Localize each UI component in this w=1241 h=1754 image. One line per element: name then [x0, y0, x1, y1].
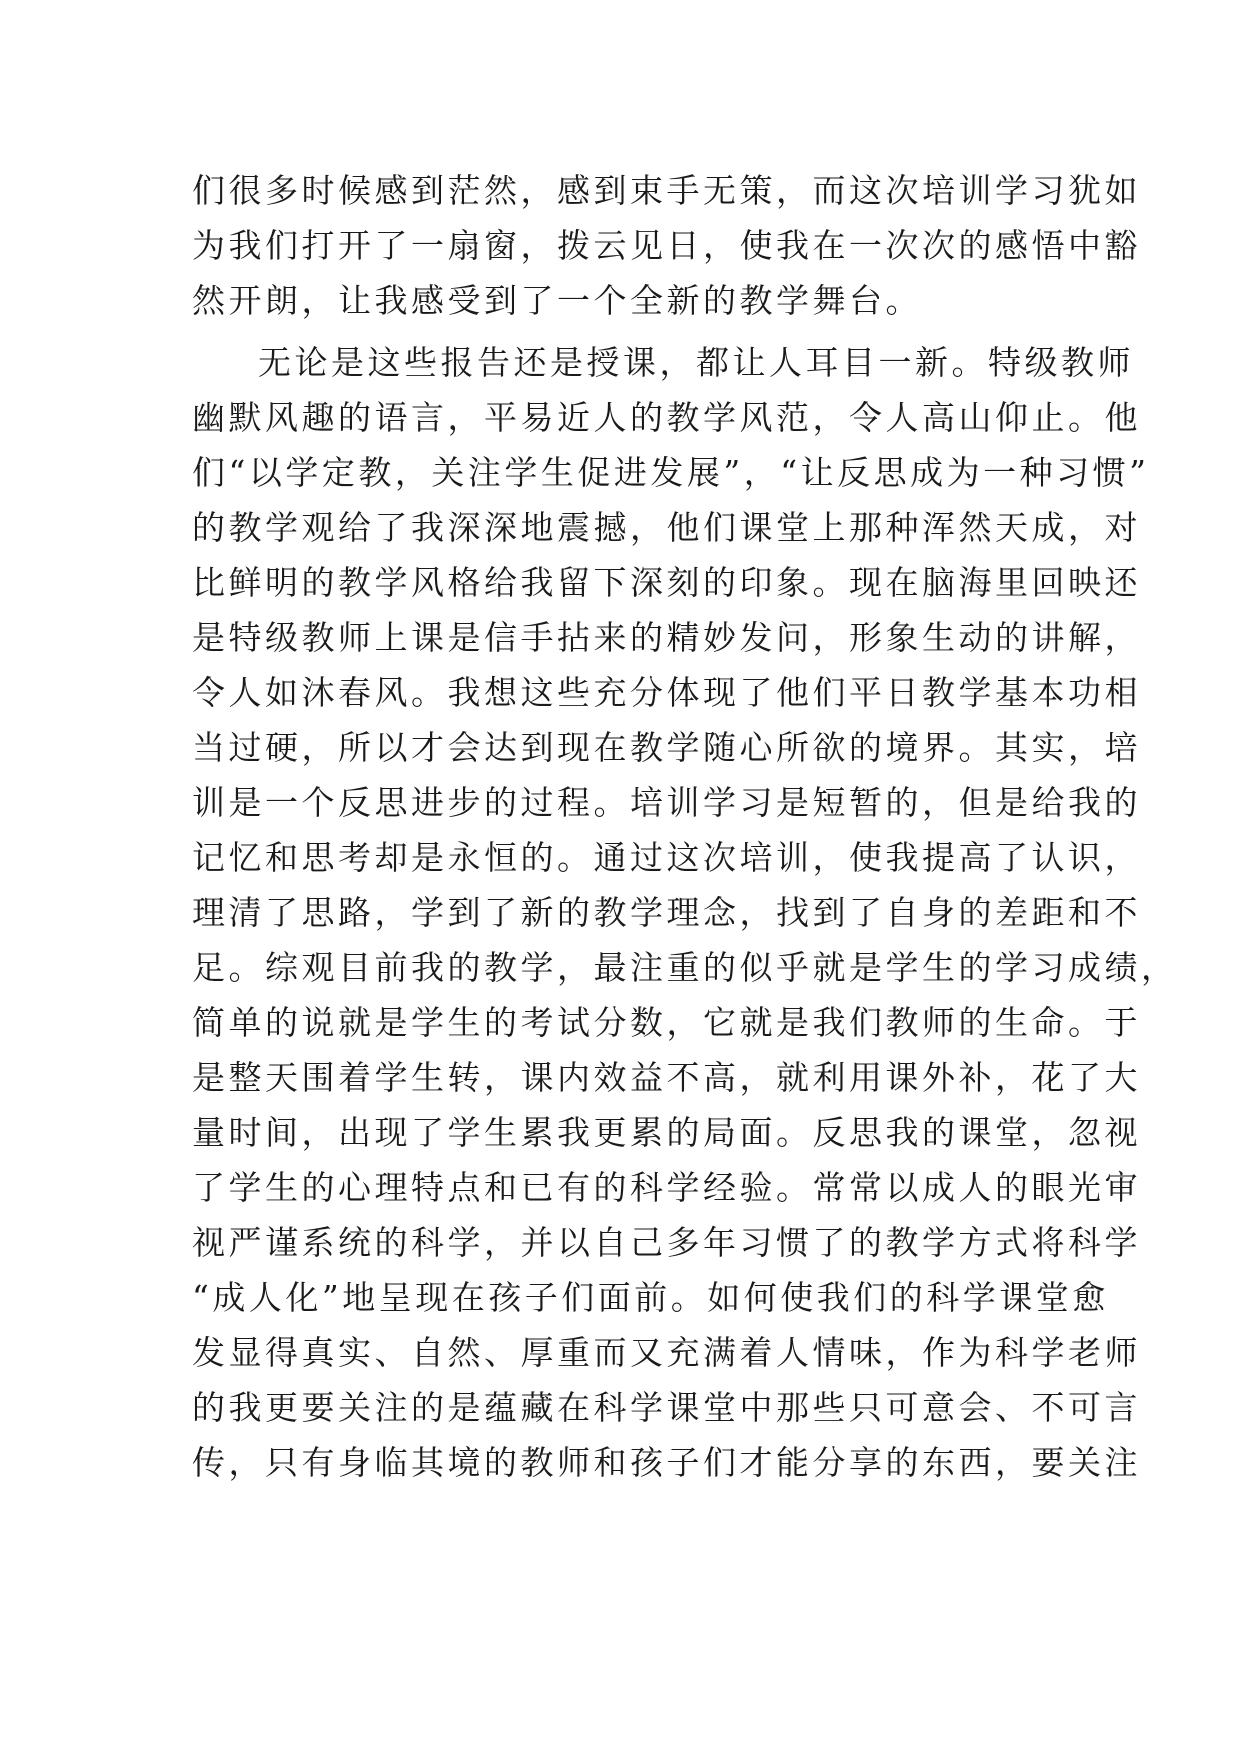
- text-line: 训是一个反思进步的过程。培训学习是短暂的，但是给我的: [192, 783, 1141, 822]
- text-line: 的我更要关注的是蕴藏在科学课堂中那些只可意会、不可言: [192, 1388, 1141, 1427]
- text-line: 无论是这些报告还是授课，都让人耳目一新。特级教师: [258, 343, 1134, 382]
- text-line: 记忆和思考却是永恒的。通过这次培训，使我提高了认识，: [192, 838, 1141, 877]
- paragraph-2: [192, 335, 1178, 1490]
- text-line: 视严谨系统的科学，并以自己多年习惯了的教学方式将科学: [192, 1223, 1141, 1262]
- text-line: 简单的说就是学生的考试分数，它就是我们教师的生命。于: [192, 1003, 1141, 1042]
- paragraph-1: [192, 163, 1141, 328]
- body-text: [192, 163, 1178, 1490]
- text-line: 是整天围着学生转，课内效益不高，就利用课外补，花了大: [192, 1058, 1141, 1097]
- text-line: “成人化”地呈现在孩子们面前。如何使我们的科学课堂愈: [192, 1278, 1109, 1317]
- text-line: 传，只有身临其境的教师和孩子们才能分享的东西，要关注: [192, 1443, 1141, 1482]
- text-line: 理清了思路，学到了新的教学理念，找到了自身的差距和不: [192, 893, 1141, 932]
- text-line: 的教学观给了我深深地震撼，他们课堂上那种浑然天成，对: [192, 508, 1141, 547]
- text-line: 们很多时候感到茫然，感到束手无策，而这次培训学习犹如: [192, 171, 1141, 210]
- text-line: 令人如沐春风。我想这些充分体现了他们平日教学基本功相: [192, 673, 1141, 712]
- text-line: 为我们打开了一扇窗，拨云见日，使我在一次次的感悟中豁: [192, 226, 1141, 265]
- text-line: 比鲜明的教学风格给我留下深刻的印象。现在脑海里回映还: [192, 563, 1141, 602]
- text-line: 幽默风趣的语言，平易近人的教学风范，令人高山仰止。他: [192, 398, 1141, 437]
- text-line: 了学生的心理特点和已有的科学经验。常常以成人的眼光审: [192, 1168, 1141, 1207]
- text-line: 足。综观目前我的教学，最注重的似乎就是学生的学习成绩，: [192, 948, 1178, 987]
- text-line: 然开朗，让我感受到了一个全新的教学舞台。: [192, 281, 922, 320]
- text-line: 是特级教师上课是信手拈来的精妙发问，形象生动的讲解，: [192, 618, 1141, 657]
- text-line: 量时间，出现了学生累我更累的局面。反思我的课堂，忽视: [192, 1113, 1141, 1152]
- text-line: 当过硬，所以才会达到现在教学随心所欲的境界。其实，培: [192, 728, 1141, 767]
- text-line: 发显得真实、自然、厚重而又充满着人情味，作为科学老师: [192, 1333, 1141, 1372]
- text-line: 们“以学定教，关注学生促进发展”，“让反思成为一种习惯”: [192, 453, 1150, 492]
